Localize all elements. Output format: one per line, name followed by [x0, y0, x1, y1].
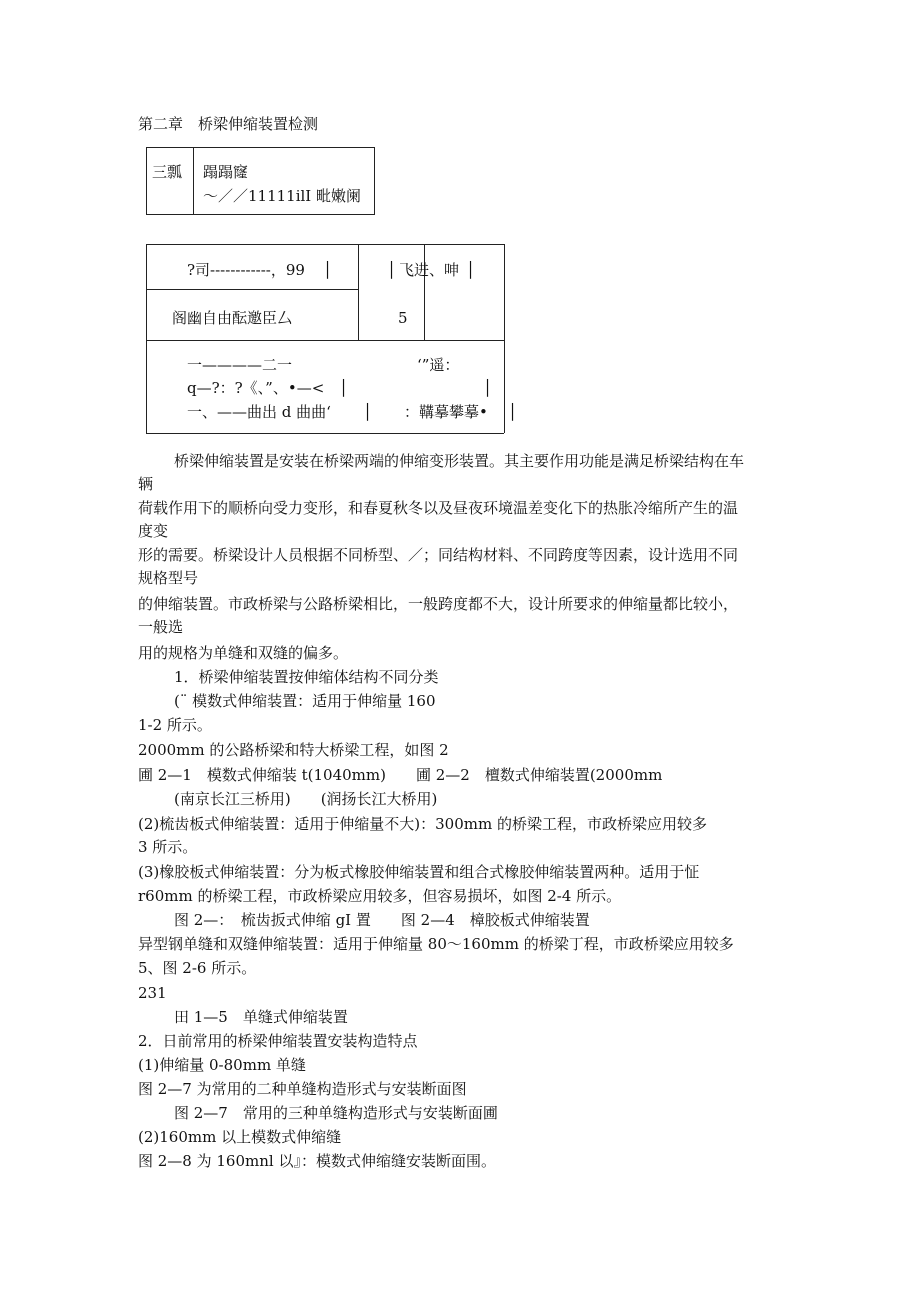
body-line: 辆 — [138, 475, 154, 493]
body-line: (¨ 模数式伸缩装置：适用于伸缩量 160 — [174, 692, 436, 710]
body-line: r60mm 的桥梁工程，市政桥梁应用较多，但容易损坏，如图 2-4 所示。 — [138, 887, 622, 905]
table-2-r3-left-2: q—?：?《、”、•—< — [187, 379, 325, 397]
body-line: 1-2 所示。 — [138, 716, 212, 734]
table-1-cell-b2: ～／／11111ilI 毗嫩阑 — [203, 187, 362, 205]
page-number: 231 — [138, 984, 167, 1002]
table-2-r2-mid: 5 — [398, 309, 408, 327]
table-2-bar: │ — [387, 261, 397, 279]
body-line: 3 所示。 — [138, 838, 198, 856]
body-line: 2000mm 的公路桥梁和特大桥梁工程，如图 2 — [138, 741, 449, 759]
table-2-r3-right-3: ：鞲摹攀摹• — [404, 403, 488, 421]
body-line: (1)伸缩量 0-80mm 单缝 — [138, 1056, 306, 1074]
table-2-right-border — [504, 244, 505, 433]
table-2-r1-left: ?司------------，99 — [187, 261, 305, 279]
table-2-bar: │ — [323, 261, 333, 279]
body-line: (2)梳齿板式伸缩装置：适用于伸缩量不大)：300mm 的桥梁工程，市政桥梁应用较多 — [138, 815, 707, 833]
body-line: 图 2—8 为 160mnl 以』：模数式伸缩缝安装断面围。 — [138, 1152, 496, 1170]
figure-caption: 圃 2—1 模数式伸缩装 t(1040mm) 圃 2—2 檀数式伸缩装置(2000mm — [138, 766, 663, 784]
table-2-bar: │ — [363, 403, 373, 421]
table-1-right-border — [374, 147, 375, 214]
body-line: 规格型号 — [138, 569, 199, 587]
body-line: 桥梁伸缩装置是安装在桥梁两端的伸缩变形装置。其主要作用功能是满足桥梁结构在车 — [174, 452, 745, 470]
chapter-title: 第二章 桥梁伸缩装置检测 — [138, 115, 319, 133]
body-line: (3)橡胶板式伸缩装置：分为板式橡胶伸缩装置和组合式橡胶伸缩装置两种。适用于怔 — [138, 863, 700, 881]
figure-caption: 图 2—： 梳齿扳式伸缩 gI 置 图 2—4 樟胶板式伸缩装置 — [174, 911, 590, 929]
table-2-bar: │ — [508, 403, 518, 421]
table-2-row2-border — [146, 340, 504, 341]
body-line: 荷载作用下的顺桥向受力变形，和春夏秋冬以及昼夜环境温差变化下的热胀冷缩所产生的温 — [138, 499, 739, 517]
table-2-r3-left-3: 一、——曲出 d 曲曲‘ — [187, 403, 331, 421]
table-2-top-border — [146, 244, 504, 245]
table-2-bar: │ — [339, 379, 349, 397]
table-2-mid-divider — [358, 244, 359, 340]
body-line: 一般选 — [138, 618, 184, 636]
figure-caption: 田 1—5 单缝式伸缩装置 — [174, 1008, 348, 1026]
body-line: 5、图 2-6 所示。 — [138, 959, 257, 977]
table-2-bottom-border — [146, 433, 504, 434]
body-line: 的伸缩装置。市政桥梁与公路桥梁相比，一般跨度都不大，设计所要求的伸缩量都比较小， — [138, 595, 739, 613]
table-2-inner-divider — [424, 244, 425, 340]
table-2-row1-border — [146, 289, 359, 290]
table-2-r1-right: 飞进、呻 — [399, 261, 460, 279]
table-2-left-border — [146, 244, 147, 433]
body-line: (2)160mm 以上模数式伸缩缝 — [138, 1128, 342, 1146]
table-2-r3-right-1: ‘”遥： — [417, 356, 460, 374]
body-line: 度变 — [138, 522, 169, 540]
body-line: 形的需要。桥梁设计人员根据不同桥型、／；同结构材料、不同跨度等因素，设计选用不同 — [138, 546, 739, 564]
table-2-bar: │ — [466, 261, 476, 279]
body-line: 异型钢单缝和双缝伸缩装置：适用于伸缩量 80～160mm 的桥梁丁程，市政桥梁应用较多 — [138, 935, 734, 953]
table-2-r2-left: 阁幽自由酝邀臣厶 — [172, 309, 293, 327]
table-1-top-border — [146, 147, 375, 148]
body-line: 1．桥梁伸缩装置按伸缩体结构不同分类 — [174, 668, 439, 686]
table-2-bar: │ — [483, 379, 493, 397]
section-heading: 2．日前常用的桥梁伸缩装置安装构造特点 — [138, 1032, 418, 1050]
table-1-cell-b1: 蹋蹋窿 — [203, 163, 249, 181]
table-1-bottom-border — [146, 214, 375, 215]
table-1-cell-a: 三瓢 — [152, 163, 183, 181]
table-1-divider — [193, 147, 194, 214]
table-1-left-border — [146, 147, 147, 214]
figure-caption: 图 2—7 常用的三种单缝构造形式与安装断面圃 — [174, 1104, 498, 1122]
table-2-r3-left-1: 一————二一 — [187, 356, 293, 374]
figure-caption: (南京长江三桥用) (润扬长江大桥用) — [174, 790, 438, 808]
body-line: 用的规格为单缝和双缝的偏多。 — [138, 644, 349, 662]
body-line: 图 2—7 为常用的二种单缝构造形式与安装断面图 — [138, 1080, 467, 1098]
